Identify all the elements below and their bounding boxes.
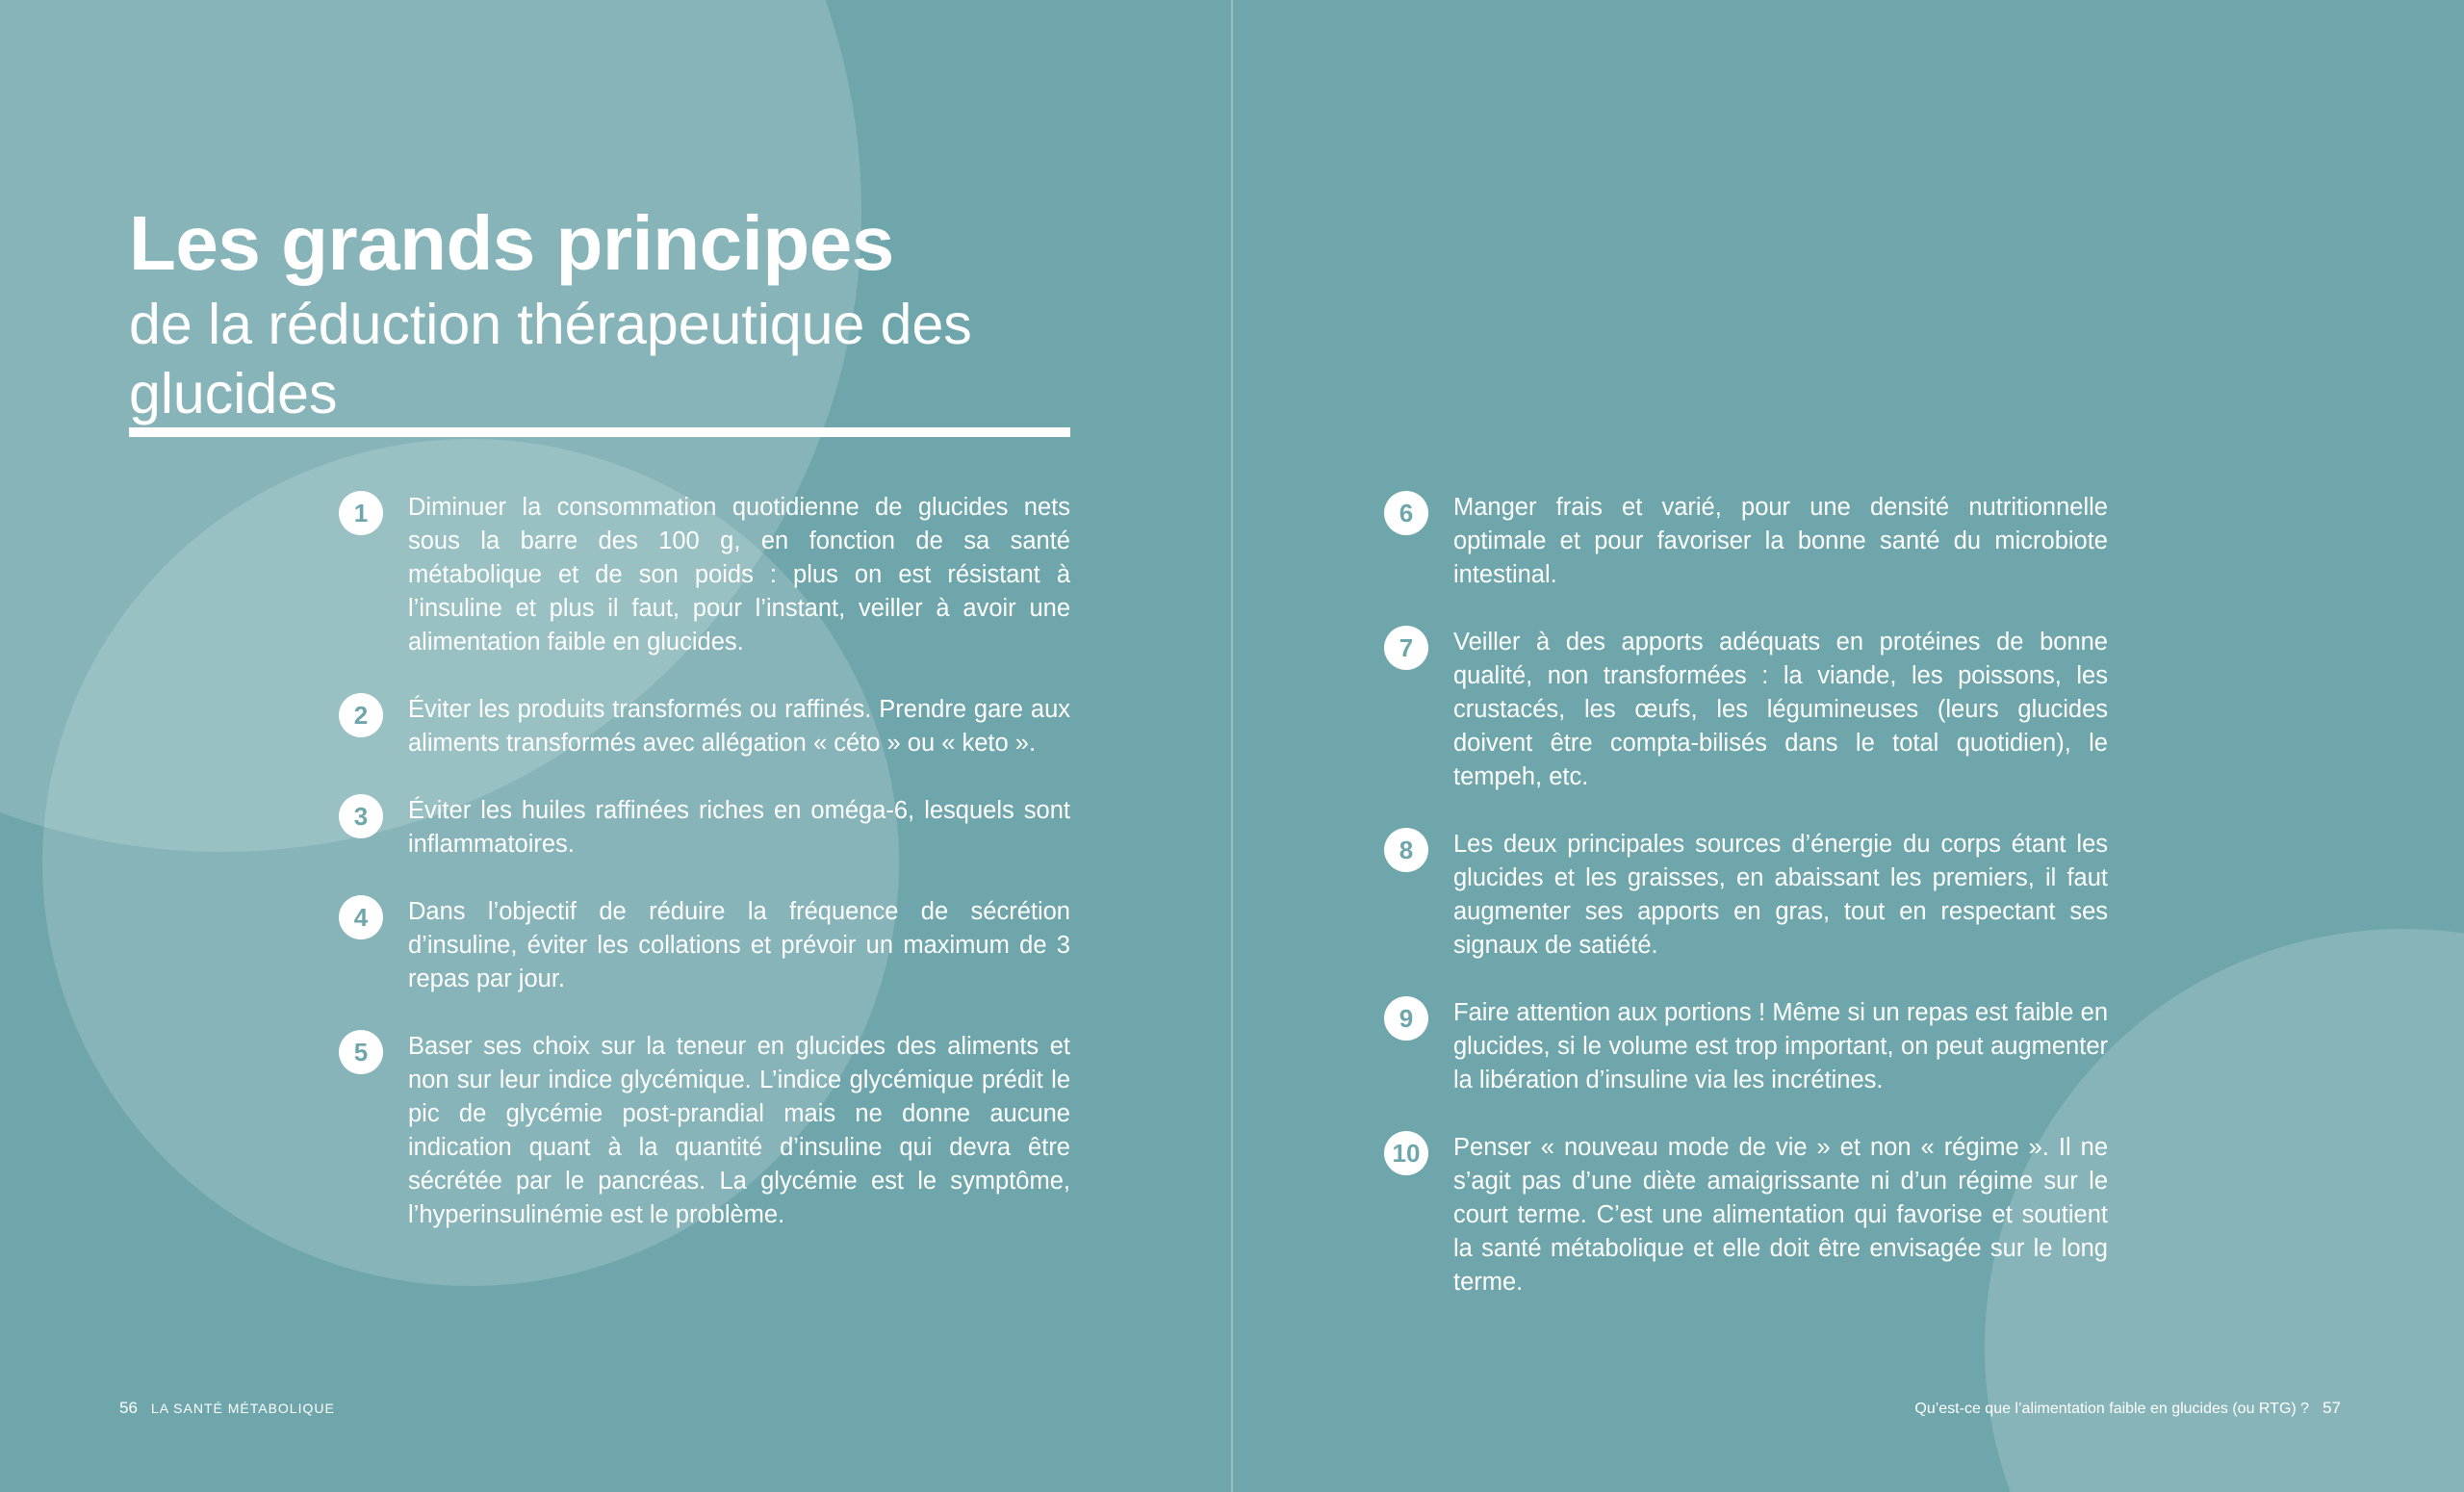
page-gutter: [1231, 0, 1233, 1492]
principles-list-right: [1384, 491, 2108, 1333]
principle-item: [1384, 828, 2108, 963]
principle-text: Manger frais et varié, pour une densité nutritionnelle optimale et pour favoriser la bonne santé du microbiote intestinal.: [1453, 494, 2108, 588]
page-heading: [129, 197, 1072, 428]
number-badge: 6: [1384, 491, 1428, 535]
chapter-name: Qu’est-ce que l’alimentation faible en glucides (ou RTG) ?: [1914, 1401, 2310, 1417]
page-subtitle: de la réduction thérapeutique des glucides: [129, 293, 972, 425]
principle-item: [1384, 996, 2108, 1097]
principle-text: Penser « nouveau mode de vie » et non « régime ». Il ne s’agit pas d’une diète amaigrissante ni d’un régime sur le court terme. C’est une alimentation qui favorise et soutient la santé métabolique et elle doit être envisagée sur le long terme.: [1453, 1134, 2108, 1296]
principle-text: Baser ses choix sur la teneur en glucides des aliments et non sur leur indice glycémique. L’indice glycémique prédit le pic de glycémie post-prandial mais ne donne aucune indication quant à la quantité d’insuline qui devra être sécrétée par le pancréas. La glycémie est le symptôme, l’hyperinsulinémie est le problème.: [408, 1033, 1070, 1228]
page-number-left: 56: [119, 1399, 138, 1417]
principle-item: [339, 693, 1070, 760]
number-badge: 9: [1384, 996, 1428, 1041]
principle-text: Dans l’objectif de réduire la fréquence de sécrétion d’insuline, éviter les collations et prévoir un maximum de 3 repas par jour.: [408, 898, 1070, 992]
principle-item: [1384, 1131, 2108, 1299]
number-badge: 8: [1384, 828, 1428, 872]
title-underline: [129, 427, 1070, 437]
section-name: LA SANTÉ MÉTABOLIQUE: [150, 1401, 335, 1416]
footer-left: [106, 1397, 335, 1421]
number-badge: 1: [339, 491, 383, 535]
number-badge: 10: [1384, 1131, 1428, 1175]
principle-text: Diminuer la consommation quotidienne de glucides nets sous la barre des 100 g, en fonction de sa santé métabolique et de son poids : plus on est résistant à l’insuline et plus il faut, pour l’instant, veiller à avoir une alimentation faible en glucides.: [408, 494, 1070, 656]
number-badge: 3: [339, 794, 383, 838]
principle-item: [1384, 626, 2108, 794]
principle-text: Veiller à des apports adéquats en protéines de bonne qualité, non transformées : la viande, les poissons, les crustacés, les œufs, les légumineuses (leurs glucides doivent être compta-bilisés dans le total quotidien), le tempeh, etc.: [1453, 629, 2108, 790]
principle-item: [339, 1030, 1070, 1232]
principle-text: Éviter les produits transformés ou raffinés. Prendre gare aux aliments transformés avec allégation « céto » ou « keto ».: [408, 696, 1070, 757]
number-badge: 7: [1384, 626, 1428, 670]
principle-item: [339, 794, 1070, 862]
number-badge: 5: [339, 1030, 383, 1074]
principle-text: Faire attention aux portions ! Même si un repas est faible en glucides, si le volume est trop important, on peut augmenter la libération d’insuline via les incrétines.: [1453, 999, 2108, 1093]
principle-item: [339, 895, 1070, 996]
principle-item: [339, 491, 1070, 659]
page-title: Les grands principes: [129, 200, 894, 286]
principle-text: Éviter les huiles raffinées riches en oméga-6, lesquels sont inflammatoires.: [408, 797, 1070, 858]
principle-text: Les deux principales sources d’énergie du corps étant les glucides et les graisses, en abaissant les premiers, il faut augmenter ses apports en gras, tout en respectant ses signaux de satiété.: [1453, 831, 2108, 959]
number-badge: 4: [339, 895, 383, 939]
number-badge: 2: [339, 693, 383, 737]
principle-item: [1384, 491, 2108, 592]
principles-list-left: [339, 491, 1070, 1266]
footer-right: [1914, 1397, 2354, 1421]
page-number-right: 57: [2323, 1399, 2341, 1417]
